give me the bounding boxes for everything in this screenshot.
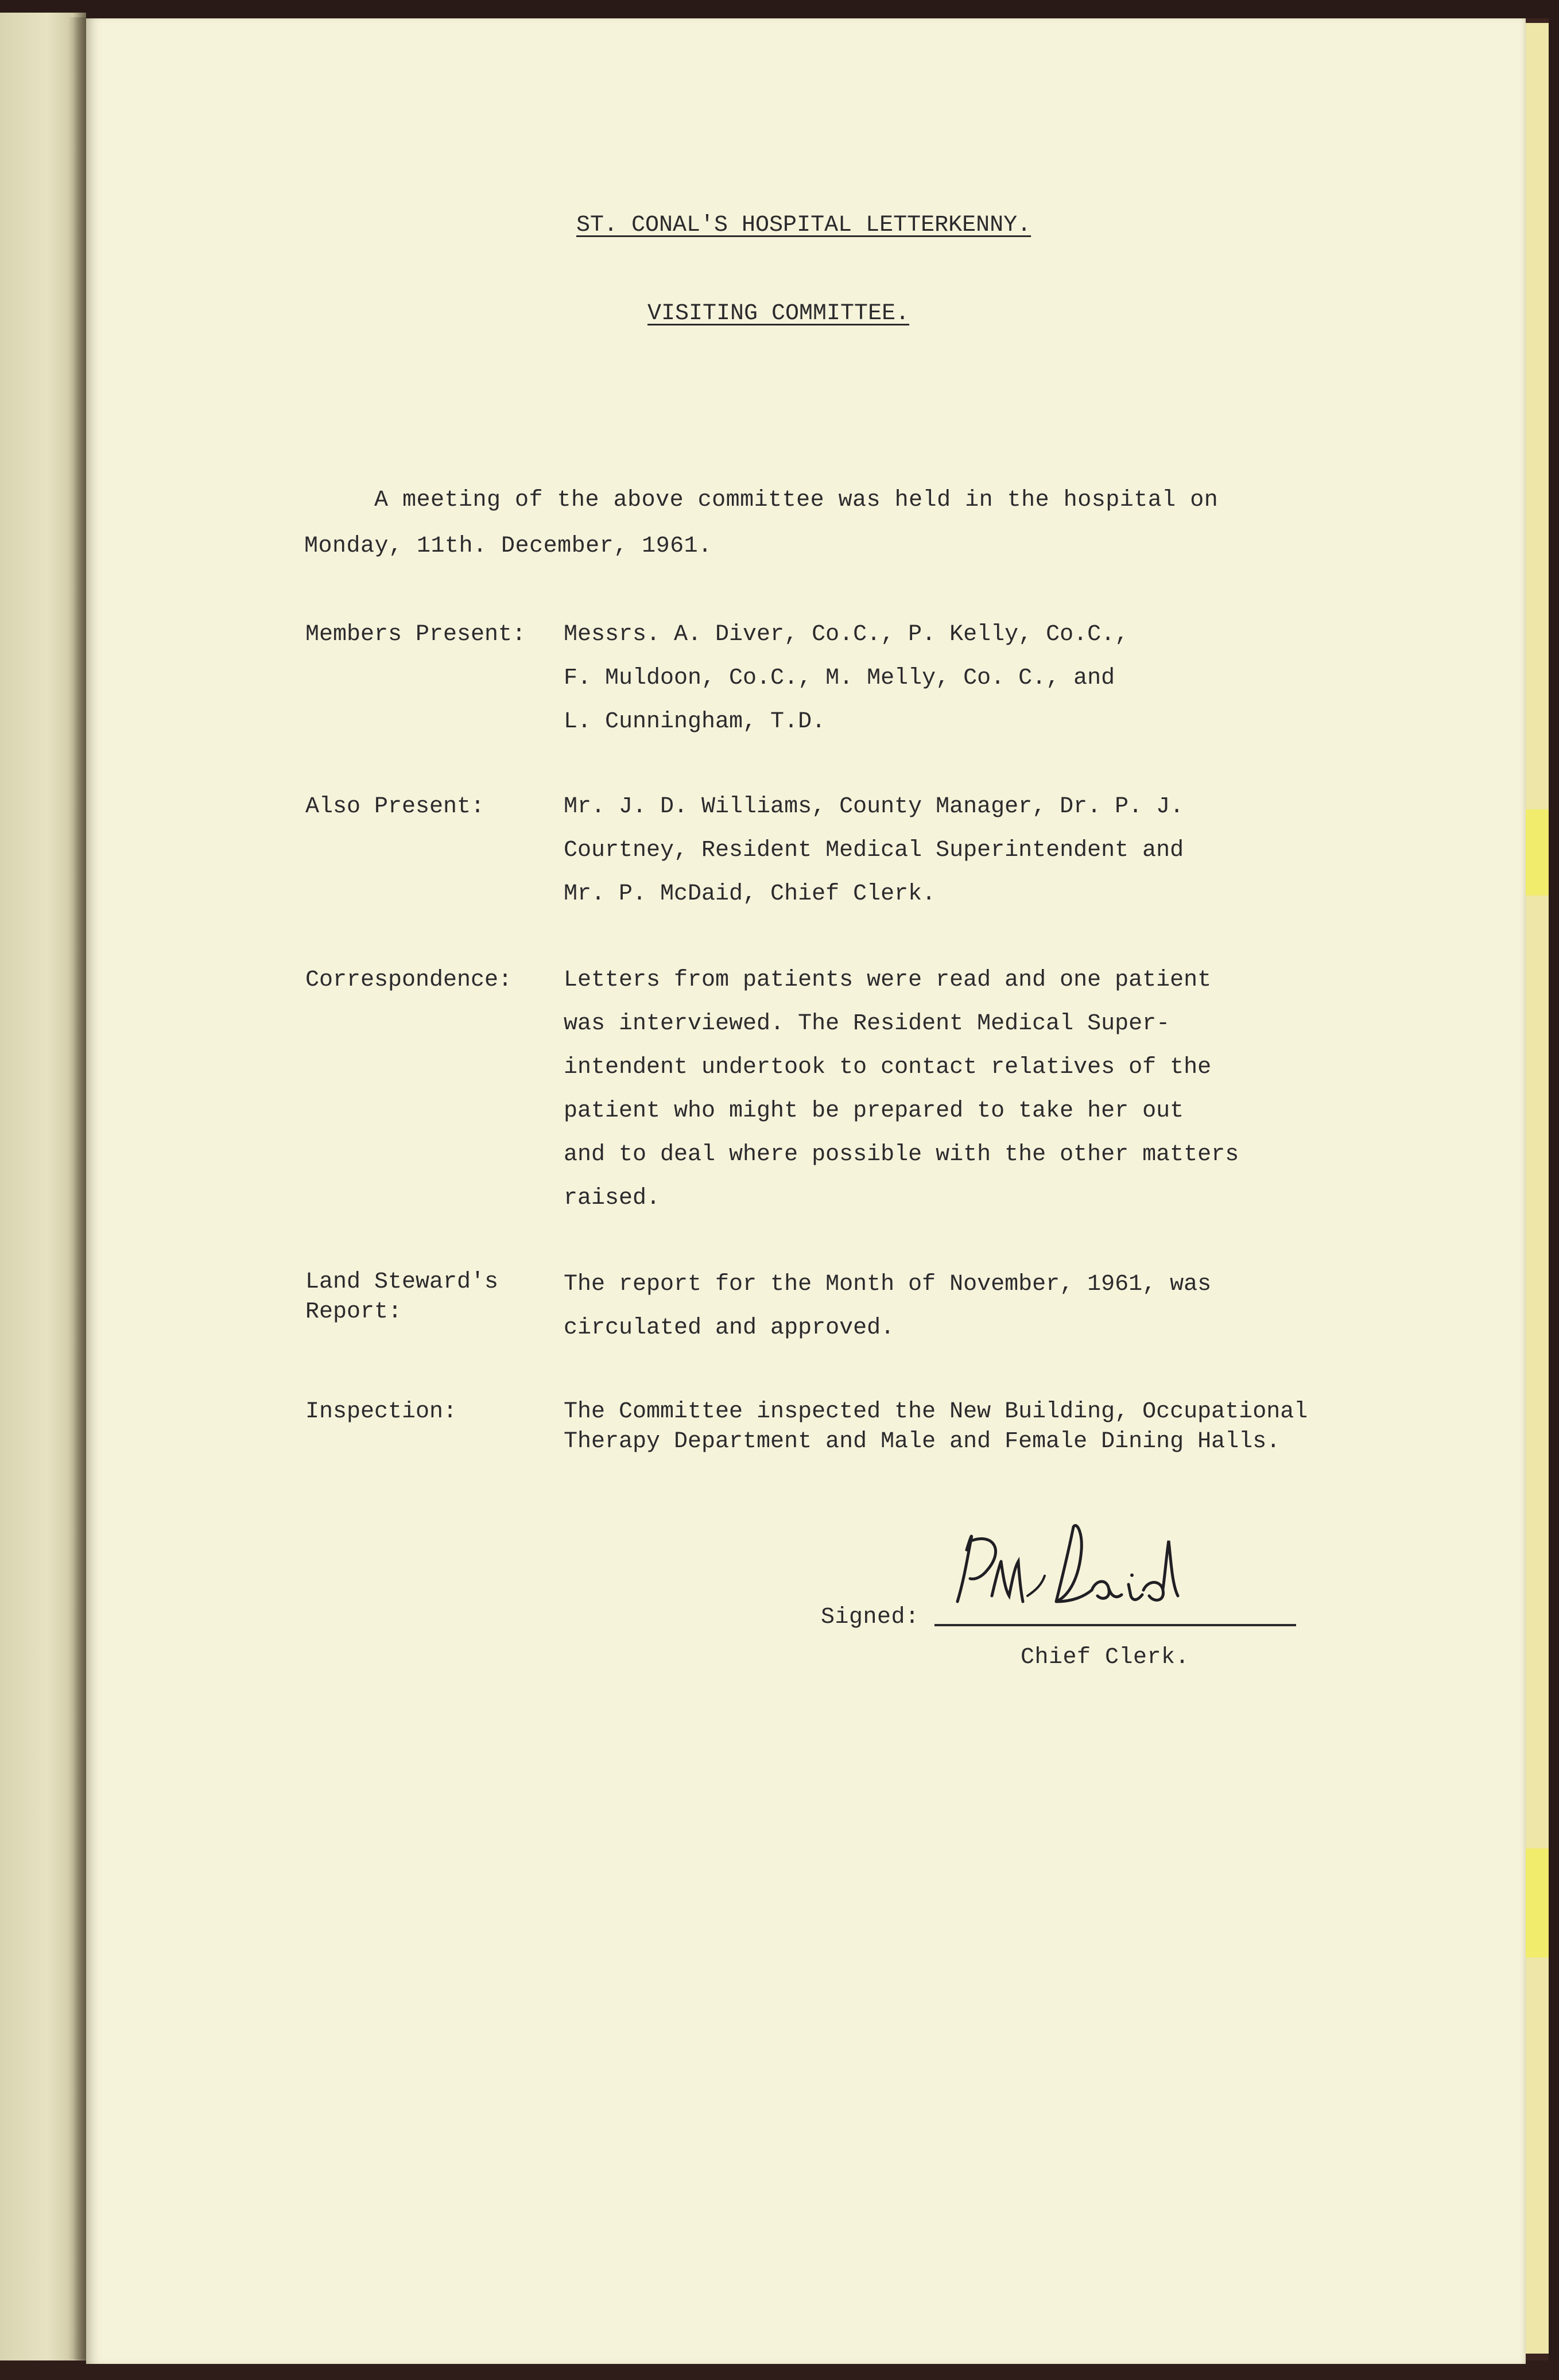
land-steward-body — [564, 1263, 1211, 1350]
members-line: Messrs. A. Diver, Co.C., P. Kelly, Co.C., — [564, 622, 1129, 648]
members-present-body — [564, 613, 1128, 744]
correspondence-line: raised. — [564, 1185, 661, 1211]
scan-top-border — [0, 0, 1559, 18]
also-present-body — [564, 785, 1184, 916]
handwritten-signature — [941, 1515, 1217, 1630]
members-present-label: Members Present: — [305, 622, 526, 648]
also-present-line: Mr. P. McDaid, Chief Clerk. — [564, 881, 936, 907]
also-present-label: Also Present: — [305, 794, 485, 820]
members-line: F. Muldoon, Co.C., M. Melly, Co. C., and — [564, 665, 1115, 691]
scan-right-border — [1549, 0, 1559, 2380]
land-steward-line: The report for the Month of November, 1961, was — [564, 1272, 1212, 1297]
land-steward-label-line: Report: — [305, 1299, 402, 1325]
binding-shadow — [68, 17, 86, 2359]
correspondence-line: and to deal where possible with the other matters — [564, 1142, 1239, 1168]
correspondence-line: Letters from patients were read and one patient — [564, 967, 1212, 993]
correspondence-label: Correspondence: — [305, 967, 513, 993]
inspection-body — [564, 1397, 1308, 1457]
signed-label: Signed: — [821, 1604, 920, 1630]
document-title: ST. CONAL'S HOSPITAL LETTERKENNY. — [576, 212, 1031, 238]
members-line: L. Cunningham, T.D. — [564, 709, 826, 735]
land-steward-label-line: Land Steward's — [305, 1269, 499, 1295]
land-steward-line: circulated and approved. — [564, 1315, 895, 1341]
correspondence-line: patient who might be prepared to take her out — [564, 1098, 1184, 1124]
also-present-line: Mr. J. D. Williams, County Manager, Dr. P. J. — [564, 794, 1184, 820]
signer-title: Chief Clerk. — [1021, 1645, 1190, 1670]
signature-line — [934, 1624, 1296, 1626]
land-steward-label — [305, 1267, 498, 1327]
document-subtitle: VISITING COMMITTEE. — [647, 301, 910, 327]
inspection-label: Inspection: — [305, 1399, 457, 1425]
intro-line-1: A meeting of the above committee was held in the hospital on — [374, 487, 1219, 513]
intro-line-2: Monday, 11th. December, 1961. — [304, 533, 712, 559]
inspection-line: The Committee inspected the New Building, Occupational — [564, 1399, 1308, 1425]
right-page-edge — [1526, 23, 1549, 2354]
also-present-line: Courtney, Resident Medical Superintendent and — [564, 838, 1184, 863]
correspondence-line: intendent undertook to contact relatives of the — [564, 1055, 1212, 1080]
inspection-line: Therapy Department and Male and Female Dining Halls. — [564, 1429, 1281, 1455]
correspondence-line: was interviewed. The Resident Medical Super- — [564, 1011, 1170, 1037]
correspondence-body — [564, 959, 1239, 1220]
